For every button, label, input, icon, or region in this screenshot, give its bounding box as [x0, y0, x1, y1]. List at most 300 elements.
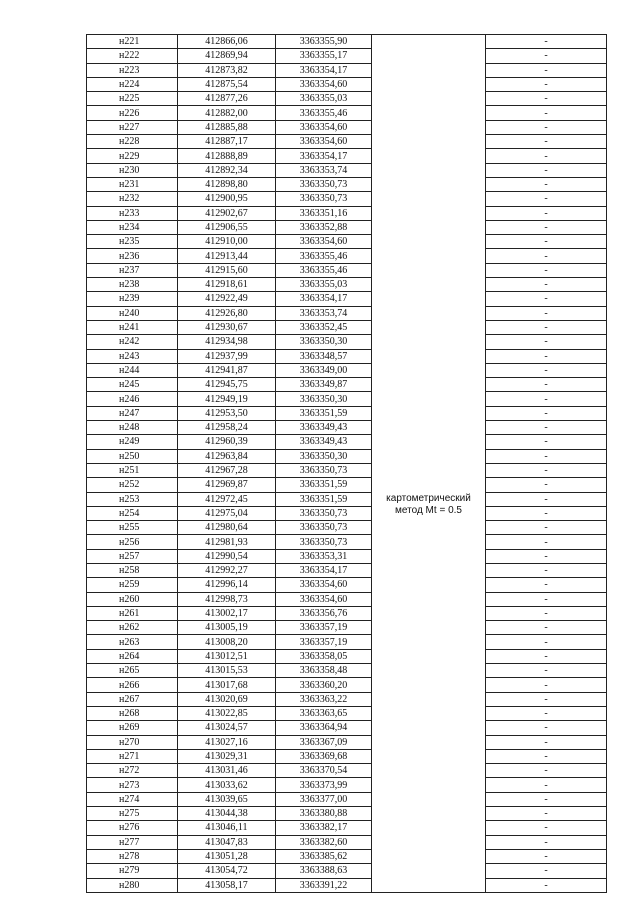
- point-id-cell: н252: [87, 478, 178, 492]
- table-row: [87, 835, 607, 849]
- x-coordinate-cell: 413017,68: [178, 678, 276, 692]
- table-row: [87, 392, 607, 406]
- table-row: [87, 535, 607, 549]
- y-coordinate-cell: 3363355,46: [276, 106, 372, 120]
- accuracy-cell: -: [486, 63, 607, 77]
- x-coordinate-cell: 412902,67: [178, 206, 276, 220]
- point-id-cell: н249: [87, 435, 178, 449]
- method-label: картометрический: [386, 492, 471, 504]
- table-row: [87, 435, 607, 449]
- table-row: [87, 63, 607, 77]
- point-id-cell: н265: [87, 664, 178, 678]
- y-coordinate-cell: 3363369,68: [276, 749, 372, 763]
- y-coordinate-cell: 3363354,60: [276, 235, 372, 249]
- y-coordinate-cell: 3363356,76: [276, 606, 372, 620]
- x-coordinate-cell: 412877,26: [178, 92, 276, 106]
- y-coordinate-cell: 3363350,73: [276, 535, 372, 549]
- accuracy-cell: -: [486, 378, 607, 392]
- y-coordinate-cell: 3363350,73: [276, 506, 372, 520]
- x-coordinate-cell: 412882,00: [178, 106, 276, 120]
- accuracy-cell: -: [486, 706, 607, 720]
- x-coordinate-cell: 412885,88: [178, 120, 276, 134]
- accuracy-cell: -: [486, 292, 607, 306]
- table-row: [87, 135, 607, 149]
- y-coordinate-cell: 3363350,30: [276, 335, 372, 349]
- x-coordinate-cell: 412960,39: [178, 435, 276, 449]
- accuracy-cell: -: [486, 206, 607, 220]
- y-coordinate-cell: 3363352,45: [276, 320, 372, 334]
- y-coordinate-cell: 3363354,60: [276, 120, 372, 134]
- y-coordinate-cell: 3363357,19: [276, 621, 372, 635]
- x-coordinate-cell: 412958,24: [178, 421, 276, 435]
- accuracy-cell: -: [486, 449, 607, 463]
- x-coordinate-cell: 412873,82: [178, 63, 276, 77]
- table-row: [87, 421, 607, 435]
- point-id-cell: н261: [87, 606, 178, 620]
- point-id-cell: н224: [87, 77, 178, 91]
- table-row: [87, 506, 607, 520]
- accuracy-cell: -: [486, 49, 607, 63]
- accuracy-cell: -: [486, 749, 607, 763]
- y-coordinate-cell: 3363350,73: [276, 521, 372, 535]
- table-row: [87, 77, 607, 91]
- point-id-cell: н243: [87, 349, 178, 363]
- point-id-cell: н253: [87, 492, 178, 506]
- point-id-cell: н233: [87, 206, 178, 220]
- x-coordinate-cell: 412996,14: [178, 578, 276, 592]
- table-row: [87, 706, 607, 720]
- point-id-cell: н262: [87, 621, 178, 635]
- x-coordinate-cell: 412990,54: [178, 549, 276, 563]
- x-coordinate-cell: 413047,83: [178, 835, 276, 849]
- table-row: [87, 735, 607, 749]
- x-coordinate-cell: 413005,19: [178, 621, 276, 635]
- y-coordinate-cell: 3363350,73: [276, 192, 372, 206]
- x-coordinate-cell: 412963,84: [178, 449, 276, 463]
- x-coordinate-cell: 412941,87: [178, 363, 276, 377]
- table-row: [87, 778, 607, 792]
- table-row: [87, 92, 607, 106]
- x-coordinate-cell: 412887,17: [178, 135, 276, 149]
- point-id-cell: н254: [87, 506, 178, 520]
- point-id-cell: н227: [87, 120, 178, 134]
- point-id-cell: н239: [87, 292, 178, 306]
- table-row: [87, 635, 607, 649]
- x-coordinate-cell: 413051,28: [178, 849, 276, 863]
- x-coordinate-cell: 412922,49: [178, 292, 276, 306]
- accuracy-cell: -: [486, 807, 607, 821]
- point-id-cell: н272: [87, 764, 178, 778]
- table-row: [87, 521, 607, 535]
- x-coordinate-cell: 413029,31: [178, 749, 276, 763]
- point-id-cell: н247: [87, 406, 178, 420]
- y-coordinate-cell: 3363354,60: [276, 592, 372, 606]
- point-id-cell: н268: [87, 706, 178, 720]
- accuracy-cell: -: [486, 77, 607, 91]
- y-coordinate-cell: 3363354,17: [276, 292, 372, 306]
- y-coordinate-cell: 3363351,59: [276, 478, 372, 492]
- table-row: [87, 192, 607, 206]
- table-row: [87, 878, 607, 892]
- point-id-cell: н228: [87, 135, 178, 149]
- point-id-cell: н264: [87, 649, 178, 663]
- point-id-cell: н237: [87, 263, 178, 277]
- method-text: [372, 410, 485, 517]
- accuracy-cell: -: [486, 864, 607, 878]
- point-id-cell: н274: [87, 792, 178, 806]
- accuracy-cell: -: [486, 349, 607, 363]
- y-coordinate-cell: 3363382,60: [276, 835, 372, 849]
- x-coordinate-cell: 413058,17: [178, 878, 276, 892]
- accuracy-cell: -: [486, 149, 607, 163]
- table-row: [87, 349, 607, 363]
- y-coordinate-cell: 3363349,00: [276, 363, 372, 377]
- table-row: [87, 235, 607, 249]
- y-coordinate-cell: 3363388,63: [276, 864, 372, 878]
- point-id-cell: н250: [87, 449, 178, 463]
- accuracy-cell: -: [486, 506, 607, 520]
- x-coordinate-cell: 412930,67: [178, 320, 276, 334]
- point-id-cell: н244: [87, 363, 178, 377]
- accuracy-cell: -: [486, 435, 607, 449]
- table-row: [87, 406, 607, 420]
- point-id-cell: н225: [87, 92, 178, 106]
- x-coordinate-cell: 412937,99: [178, 349, 276, 363]
- x-coordinate-cell: 412888,89: [178, 149, 276, 163]
- x-coordinate-cell: 412953,50: [178, 406, 276, 420]
- table-row: [87, 792, 607, 806]
- point-id-cell: н241: [87, 320, 178, 334]
- accuracy-cell: -: [486, 649, 607, 663]
- point-id-cell: н277: [87, 835, 178, 849]
- point-id-cell: н256: [87, 535, 178, 549]
- point-id-cell: н269: [87, 721, 178, 735]
- table-row: [87, 335, 607, 349]
- table-row: [87, 549, 607, 563]
- x-coordinate-cell: 412866,06: [178, 35, 276, 49]
- accuracy-cell: -: [486, 92, 607, 106]
- x-coordinate-cell: 413020,69: [178, 692, 276, 706]
- x-coordinate-cell: 412992,27: [178, 563, 276, 577]
- point-id-cell: н246: [87, 392, 178, 406]
- point-id-cell: н260: [87, 592, 178, 606]
- method-cell: [372, 35, 486, 893]
- y-coordinate-cell: 3363354,60: [276, 578, 372, 592]
- y-coordinate-cell: 3363350,73: [276, 463, 372, 477]
- x-coordinate-cell: 413033,62: [178, 778, 276, 792]
- y-coordinate-cell: 3363354,17: [276, 563, 372, 577]
- table-row: [87, 149, 607, 163]
- point-id-cell: н255: [87, 521, 178, 535]
- x-coordinate-cell: 412910,00: [178, 235, 276, 249]
- accuracy-cell: -: [486, 320, 607, 334]
- table-row: [87, 721, 607, 735]
- table-row: [87, 649, 607, 663]
- accuracy-cell: -: [486, 635, 607, 649]
- accuracy-cell: -: [486, 192, 607, 206]
- x-coordinate-cell: 413015,53: [178, 664, 276, 678]
- table-row: [87, 764, 607, 778]
- accuracy-cell: -: [486, 249, 607, 263]
- table-row: [87, 807, 607, 821]
- table-row: [87, 864, 607, 878]
- y-coordinate-cell: 3363391,22: [276, 878, 372, 892]
- accuracy-cell: -: [486, 335, 607, 349]
- y-coordinate-cell: 3363363,65: [276, 706, 372, 720]
- accuracy-cell: -: [486, 177, 607, 191]
- y-coordinate-cell: 3363358,05: [276, 649, 372, 663]
- accuracy-cell: -: [486, 535, 607, 549]
- y-coordinate-cell: 3363360,20: [276, 678, 372, 692]
- x-coordinate-cell: 412875,54: [178, 77, 276, 91]
- accuracy-cell: -: [486, 392, 607, 406]
- x-coordinate-cell: 412980,64: [178, 521, 276, 535]
- accuracy-cell: -: [486, 606, 607, 620]
- x-coordinate-cell: 412926,80: [178, 306, 276, 320]
- table-row: [87, 292, 607, 306]
- x-coordinate-cell: 413012,51: [178, 649, 276, 663]
- point-id-cell: н263: [87, 635, 178, 649]
- y-coordinate-cell: 3363367,09: [276, 735, 372, 749]
- table-row: [87, 821, 607, 835]
- x-coordinate-cell: 412913,44: [178, 249, 276, 263]
- y-coordinate-cell: 3363355,90: [276, 35, 372, 49]
- y-coordinate-cell: 3363350,30: [276, 449, 372, 463]
- accuracy-cell: -: [486, 778, 607, 792]
- accuracy-cell: -: [486, 592, 607, 606]
- table-row: [87, 492, 607, 506]
- x-coordinate-cell: 412934,98: [178, 335, 276, 349]
- x-coordinate-cell: 413002,17: [178, 606, 276, 620]
- table-row: [87, 578, 607, 592]
- table-row: [87, 749, 607, 763]
- y-coordinate-cell: 3363353,31: [276, 549, 372, 563]
- y-coordinate-cell: 3363385,62: [276, 849, 372, 863]
- accuracy-cell: -: [486, 849, 607, 863]
- table-row: [87, 35, 607, 49]
- table-row: [87, 664, 607, 678]
- point-id-cell: н258: [87, 563, 178, 577]
- y-coordinate-cell: 3363351,59: [276, 406, 372, 420]
- y-coordinate-cell: 3363355,03: [276, 92, 372, 106]
- accuracy-cell: -: [486, 821, 607, 835]
- table-row: [87, 306, 607, 320]
- y-coordinate-cell: 3363363,22: [276, 692, 372, 706]
- x-coordinate-cell: 412945,75: [178, 378, 276, 392]
- accuracy-cell: -: [486, 120, 607, 134]
- x-coordinate-cell: 413024,57: [178, 721, 276, 735]
- accuracy-cell: -: [486, 692, 607, 706]
- method-accuracy: метод Mt = 0.5: [395, 504, 462, 516]
- point-id-cell: н229: [87, 149, 178, 163]
- y-coordinate-cell: 3363355,46: [276, 263, 372, 277]
- y-coordinate-cell: 3363382,17: [276, 821, 372, 835]
- table-row: [87, 363, 607, 377]
- x-coordinate-cell: 413054,72: [178, 864, 276, 878]
- accuracy-cell: -: [486, 278, 607, 292]
- point-id-cell: н226: [87, 106, 178, 120]
- point-id-cell: н273: [87, 778, 178, 792]
- accuracy-cell: -: [486, 106, 607, 120]
- accuracy-cell: -: [486, 721, 607, 735]
- table-row: [87, 177, 607, 191]
- point-id-cell: н251: [87, 463, 178, 477]
- x-coordinate-cell: 412906,55: [178, 220, 276, 234]
- point-id-cell: н231: [87, 177, 178, 191]
- point-id-cell: н222: [87, 49, 178, 63]
- table-row: [87, 692, 607, 706]
- accuracy-cell: -: [486, 163, 607, 177]
- accuracy-cell: -: [486, 306, 607, 320]
- x-coordinate-cell: 413008,20: [178, 635, 276, 649]
- x-coordinate-cell: 412898,80: [178, 177, 276, 191]
- x-coordinate-cell: 412975,04: [178, 506, 276, 520]
- coordinates-table: [86, 34, 607, 893]
- table-row: [87, 463, 607, 477]
- accuracy-cell: -: [486, 792, 607, 806]
- table-row: [87, 106, 607, 120]
- point-id-cell: н270: [87, 735, 178, 749]
- table-row: [87, 320, 607, 334]
- table-row: [87, 120, 607, 134]
- point-id-cell: н221: [87, 35, 178, 49]
- point-id-cell: н266: [87, 678, 178, 692]
- accuracy-cell: -: [486, 135, 607, 149]
- y-coordinate-cell: 3363349,43: [276, 421, 372, 435]
- y-coordinate-cell: 3363370,54: [276, 764, 372, 778]
- table-row: [87, 849, 607, 863]
- x-coordinate-cell: 413027,16: [178, 735, 276, 749]
- y-coordinate-cell: 3363352,88: [276, 220, 372, 234]
- accuracy-cell: -: [486, 35, 607, 49]
- point-id-cell: н248: [87, 421, 178, 435]
- y-coordinate-cell: 3363373,99: [276, 778, 372, 792]
- y-coordinate-cell: 3363358,48: [276, 664, 372, 678]
- accuracy-cell: -: [486, 621, 607, 635]
- accuracy-cell: -: [486, 521, 607, 535]
- coordinates-table-body: [87, 35, 607, 893]
- y-coordinate-cell: 3363351,59: [276, 492, 372, 506]
- accuracy-cell: -: [486, 835, 607, 849]
- accuracy-cell: -: [486, 735, 607, 749]
- x-coordinate-cell: 412972,45: [178, 492, 276, 506]
- y-coordinate-cell: 3363380,88: [276, 807, 372, 821]
- x-coordinate-cell: 413031,46: [178, 764, 276, 778]
- point-id-cell: н280: [87, 878, 178, 892]
- point-id-cell: н223: [87, 63, 178, 77]
- accuracy-cell: -: [486, 664, 607, 678]
- x-coordinate-cell: 413039,65: [178, 792, 276, 806]
- table-row: [87, 621, 607, 635]
- table-row: [87, 678, 607, 692]
- accuracy-cell: -: [486, 220, 607, 234]
- accuracy-cell: -: [486, 764, 607, 778]
- point-id-cell: н271: [87, 749, 178, 763]
- point-id-cell: н267: [87, 692, 178, 706]
- y-coordinate-cell: 3363350,73: [276, 177, 372, 191]
- table-row: [87, 263, 607, 277]
- x-coordinate-cell: 412869,94: [178, 49, 276, 63]
- y-coordinate-cell: 3363357,19: [276, 635, 372, 649]
- accuracy-cell: -: [486, 578, 607, 592]
- x-coordinate-cell: 412969,87: [178, 478, 276, 492]
- point-id-cell: н236: [87, 249, 178, 263]
- y-coordinate-cell: 3363355,46: [276, 249, 372, 263]
- point-id-cell: н235: [87, 235, 178, 249]
- point-id-cell: н259: [87, 578, 178, 592]
- y-coordinate-cell: 3363364,94: [276, 721, 372, 735]
- point-id-cell: н278: [87, 849, 178, 863]
- y-coordinate-cell: 3363349,87: [276, 378, 372, 392]
- point-id-cell: н230: [87, 163, 178, 177]
- x-coordinate-cell: 412918,61: [178, 278, 276, 292]
- table-row: [87, 478, 607, 492]
- y-coordinate-cell: 3363353,74: [276, 306, 372, 320]
- y-coordinate-cell: 3363355,03: [276, 278, 372, 292]
- table-row: [87, 606, 607, 620]
- point-id-cell: н257: [87, 549, 178, 563]
- accuracy-cell: -: [486, 263, 607, 277]
- x-coordinate-cell: 412981,93: [178, 535, 276, 549]
- x-coordinate-cell: 412949,19: [178, 392, 276, 406]
- point-id-cell: н238: [87, 278, 178, 292]
- y-coordinate-cell: 3363377,00: [276, 792, 372, 806]
- y-coordinate-cell: 3363353,74: [276, 163, 372, 177]
- x-coordinate-cell: 413044,38: [178, 807, 276, 821]
- accuracy-cell: -: [486, 363, 607, 377]
- accuracy-cell: -: [486, 563, 607, 577]
- y-coordinate-cell: 3363354,60: [276, 77, 372, 91]
- table-row: [87, 563, 607, 577]
- accuracy-cell: -: [486, 549, 607, 563]
- table-row: [87, 378, 607, 392]
- table-row: [87, 592, 607, 606]
- accuracy-cell: -: [486, 421, 607, 435]
- y-coordinate-cell: 3363355,17: [276, 49, 372, 63]
- table-row: [87, 49, 607, 63]
- y-coordinate-cell: 3363348,57: [276, 349, 372, 363]
- accuracy-cell: -: [486, 463, 607, 477]
- x-coordinate-cell: 413046,11: [178, 821, 276, 835]
- point-id-cell: н245: [87, 378, 178, 392]
- y-coordinate-cell: 3363350,30: [276, 392, 372, 406]
- point-id-cell: н234: [87, 220, 178, 234]
- accuracy-cell: -: [486, 492, 607, 506]
- accuracy-cell: -: [486, 878, 607, 892]
- x-coordinate-cell: 412998,73: [178, 592, 276, 606]
- point-id-cell: н276: [87, 821, 178, 835]
- point-id-cell: н232: [87, 192, 178, 206]
- x-coordinate-cell: 413022,85: [178, 706, 276, 720]
- table-row: [87, 249, 607, 263]
- point-id-cell: н242: [87, 335, 178, 349]
- point-id-cell: н279: [87, 864, 178, 878]
- point-id-cell: н275: [87, 807, 178, 821]
- accuracy-cell: -: [486, 478, 607, 492]
- y-coordinate-cell: 3363354,17: [276, 149, 372, 163]
- table-row: [87, 206, 607, 220]
- x-coordinate-cell: 412967,28: [178, 463, 276, 477]
- table-row: [87, 278, 607, 292]
- y-coordinate-cell: 3363349,43: [276, 435, 372, 449]
- table-row: [87, 220, 607, 234]
- y-coordinate-cell: 3363354,60: [276, 135, 372, 149]
- y-coordinate-cell: 3363354,17: [276, 63, 372, 77]
- accuracy-cell: -: [486, 406, 607, 420]
- y-coordinate-cell: 3363351,16: [276, 206, 372, 220]
- table-row: [87, 163, 607, 177]
- table-row: [87, 449, 607, 463]
